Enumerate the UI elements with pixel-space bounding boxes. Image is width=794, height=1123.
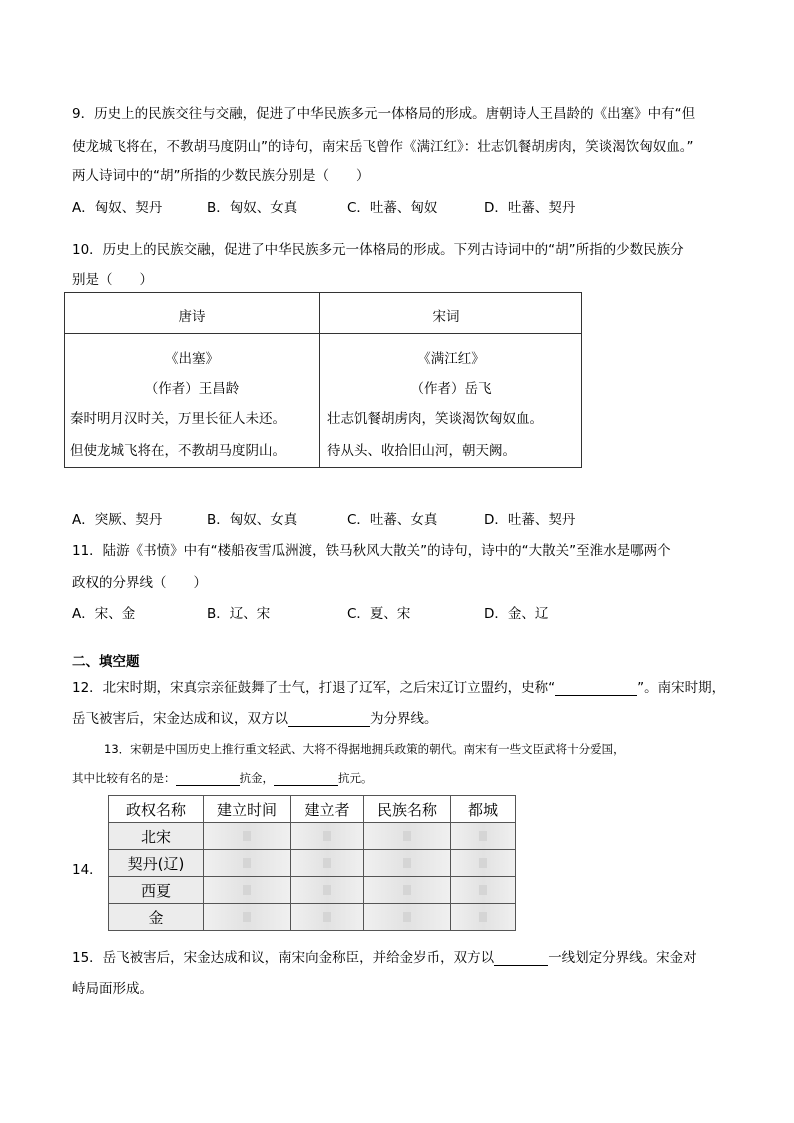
q15-blank[interactable] (494, 951, 548, 966)
q10-line-1: 10．历史上的民族交融，促进了中华民族多元一体格局的形成。下列古诗词中的“胡”所指的少数民族分 (72, 242, 684, 258)
left-poem-verse-1: 秦时明月汉时关，万里长征人未还。 (70, 411, 286, 427)
table-cell[interactable] (291, 877, 364, 904)
table-cell[interactable] (364, 823, 451, 850)
q9-option-c[interactable]: C．吐蕃、匈奴 (347, 200, 438, 216)
q9-option-b[interactable]: B．匈奴、女真 (207, 200, 298, 216)
table-cell (403, 858, 411, 868)
table-cell (323, 885, 331, 895)
q10-option-d[interactable]: D．吐蕃、契丹 (484, 512, 576, 528)
table-cell (479, 858, 487, 868)
q11-option-a[interactable]: A．宋、金 (72, 606, 136, 622)
q13-blank-1[interactable] (176, 771, 240, 786)
q9-option-a[interactable]: A．匈奴、契丹 (72, 200, 163, 216)
table-cell[interactable] (364, 850, 451, 877)
q9-line-3: 两人诗词中的“胡”所指的少数民族分别是（ ） (72, 168, 370, 184)
q12-line-1 (72, 676, 725, 696)
q12-blank-1[interactable] (555, 681, 637, 696)
table-cell[interactable] (204, 877, 291, 904)
table-divider (65, 333, 581, 334)
q14-regime-table (108, 795, 516, 931)
q9-line-1: 9．历史上的民族交往与交融，促进了中华民族多元一体格局的形成。唐朝诗人王昌龄的《出塞》中有“但 (72, 106, 696, 122)
table-cell (479, 885, 487, 895)
table-cell[interactable] (451, 904, 516, 931)
table-cell[interactable] (451, 823, 516, 850)
table-cell[interactable] (364, 877, 451, 904)
left-poem-author: （作者）王昌龄 (144, 381, 240, 397)
q15-text-1: 15．岳飞被害后，宋金达成和议，南宋向金称臣，并给金岁币，双方以 (72, 950, 495, 966)
q15-text-2: 一线划定分界线。宋金对 (548, 950, 697, 966)
right-poem-title: 《满江红》 (417, 351, 485, 367)
q12-text-3: 岳飞被害后，宋金达成和议，双方以 (72, 711, 288, 727)
q10-option-a[interactable]: A．突厥、契丹 (72, 512, 163, 528)
table-cell (323, 831, 331, 841)
table-cell (403, 885, 411, 895)
row-label-northern-song: 北宋 (109, 823, 204, 850)
table-cell[interactable] (291, 823, 364, 850)
q11-option-d[interactable]: D．金、辽 (484, 606, 549, 622)
table-cell (323, 858, 331, 868)
header-founder: 建立者 (291, 796, 364, 823)
table-cell[interactable] (204, 904, 291, 931)
q11-option-b[interactable]: B．辽、宋 (207, 606, 271, 622)
table-cell (243, 831, 251, 841)
table-cell[interactable] (291, 904, 364, 931)
q13-line-2 (72, 770, 373, 786)
q13-blank-2[interactable] (274, 771, 338, 786)
q9-option-d[interactable]: D．吐蕃、契丹 (484, 200, 576, 216)
q9-options (72, 196, 575, 216)
q14-number: 14． (72, 862, 103, 878)
q10-options (72, 508, 575, 528)
table-cell (403, 912, 411, 922)
q15-line-1 (72, 946, 697, 966)
left-poem-verse-2: 但使龙城飞将在，不教胡马度阴山。 (70, 443, 286, 459)
table-cell[interactable] (364, 904, 451, 931)
table-cell (403, 831, 411, 841)
q10-option-c[interactable]: C．吐蕃、女真 (347, 512, 438, 528)
q13-text-1: 其中比较有名的是： (72, 771, 176, 785)
header-tang-poem: 唐诗 (178, 309, 206, 325)
q12-line-2 (72, 707, 438, 727)
q12-blank-2[interactable] (288, 712, 370, 727)
q12-text-2: ”。南宋时期， (637, 680, 726, 696)
table-cell (243, 858, 251, 868)
table-cell[interactable] (204, 850, 291, 877)
table-cell[interactable] (204, 823, 291, 850)
table-cell (243, 885, 251, 895)
table-cell (323, 912, 331, 922)
row-label-jin: 金 (109, 904, 204, 931)
table-cell (479, 831, 487, 841)
q10-option-b[interactable]: B．匈奴、女真 (207, 512, 298, 528)
table-cell (243, 912, 251, 922)
header-ethnic-name: 民族名称 (364, 796, 451, 823)
q11-line-2: 政权的分界线（ ） (72, 575, 207, 591)
right-poem-verse-1: 壮志饥餐胡虏肉，笑谈渴饮匈奴血。 (327, 411, 543, 427)
q11-option-c[interactable]: C．夏、宋 (347, 606, 411, 622)
row-label-western-xia: 西夏 (109, 877, 204, 904)
table-cell[interactable] (451, 877, 516, 904)
q12-text-1: 12．北宋时期，宋真宗亲征鼓舞了士气，打退了辽军，之后宋辽订立盟约，史称“ (72, 680, 556, 696)
header-song-ci: 宋词 (432, 309, 460, 325)
header-regime-name: 政权名称 (109, 796, 204, 823)
q11-line-1: 11．陆游《书愤》中有“楼船夜雪瓜洲渡，铁马秋风大散关”的诗句，诗中的“大散关”至淮水是哪两个 (72, 543, 671, 559)
header-capital: 都城 (451, 796, 516, 823)
left-poem-title: 《出塞》 (165, 351, 219, 367)
table-cell[interactable] (451, 850, 516, 877)
header-founding-time: 建立时间 (204, 796, 291, 823)
q13-text-2: 抗金， (239, 771, 274, 785)
table-cell (479, 912, 487, 922)
q12-text-4: 为分界线。 (370, 711, 438, 727)
q15-line-2: 峙局面形成。 (72, 981, 153, 997)
q9-line-2: 使龙城飞将在，不教胡马度阴山”的诗句，南宋岳飞曾作《满江红》：壮志饥餐胡虏肉，笑谈渴饮匈奴血。” (72, 139, 694, 155)
right-poem-verse-2: 待从头、收拾旧山河，朝天阙。 (327, 443, 516, 459)
q11-options (72, 602, 548, 622)
table-cell[interactable] (291, 850, 364, 877)
q10-line-2: 别是（ ） (72, 272, 153, 288)
right-poem-author: （作者）岳飞 (410, 381, 492, 397)
row-label-khitan-liao: 契丹(辽) (109, 850, 204, 877)
q13-text-3: 抗元。 (338, 771, 373, 785)
q13-line-1: 13．宋朝是中国历史上推行重文轻武、大将不得据地拥兵政策的朝代。南宋有一些文臣武将十分爱国， (104, 742, 625, 756)
section-title-fill-in: 二、填空题 (72, 654, 140, 670)
q10-poem-table (64, 292, 582, 468)
